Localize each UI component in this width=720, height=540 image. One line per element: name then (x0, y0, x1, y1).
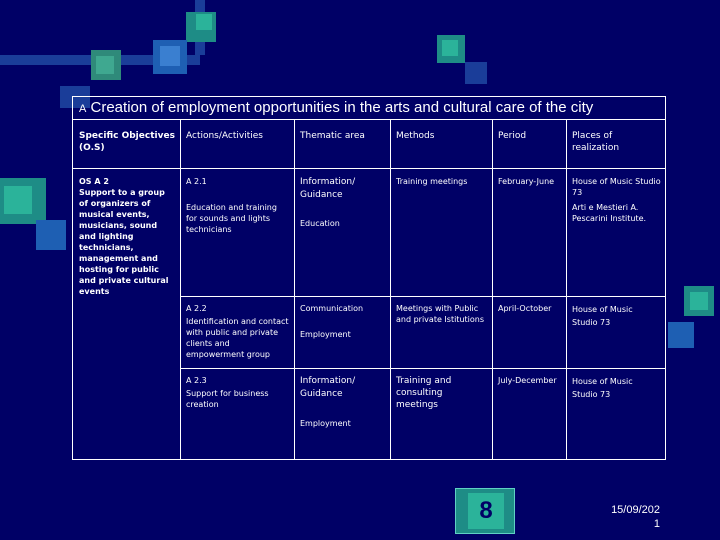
header-thematic: Thematic area (300, 131, 365, 141)
action-text: Education and training for sounds and lights technicians (186, 203, 277, 234)
period: July-December (498, 376, 557, 385)
period: April-October (498, 304, 552, 313)
date-line-1: 15/09/202 (611, 504, 660, 516)
thematic-area-secondary: Employment (300, 330, 351, 339)
title-text: Creation of employment opportunities in the arts and cultural care of the city (90, 99, 594, 116)
place: House of Music Studio 73 (572, 377, 633, 399)
period: February-June (498, 177, 555, 186)
header-divider (73, 168, 665, 169)
title-prefix: A (79, 103, 87, 115)
header-period: Period (498, 131, 527, 141)
column-divider (566, 120, 567, 459)
header-objectives: Specific Objectives (O.S) (79, 131, 175, 153)
decor-square (96, 56, 114, 74)
action-text: Support for business creation (186, 389, 269, 409)
decor-square (196, 14, 212, 30)
objective-text: Support to a group of organizers of musical events, musicians, sound and lighting technicians, management and hosting for public and private cultural events (79, 188, 169, 296)
column-divider (390, 120, 391, 459)
header-actions: Actions/Activities (186, 131, 263, 141)
action-text: Identification and contact with public and private clients and empowerment group (186, 317, 289, 359)
thematic-area: Information/ Guidance (300, 177, 356, 200)
action-code: A 2.1 (186, 177, 207, 186)
page-number-box (455, 488, 515, 534)
decor-square (465, 62, 487, 84)
thematic-area: Information/ Guidance (300, 376, 356, 399)
slide-title (72, 96, 666, 120)
thematic-area: Communication (300, 304, 364, 313)
decor-square (4, 186, 32, 214)
column-divider (294, 120, 295, 459)
method: Meetings with Public and private Istitutions (396, 304, 485, 324)
activities-table (72, 120, 666, 460)
row-divider (180, 296, 665, 297)
decor-square (668, 322, 694, 348)
header-methods: Methods (396, 131, 435, 141)
date-line-2: 1 (653, 518, 660, 530)
decor-square (442, 40, 458, 56)
objective-code: OS A 2 (79, 177, 109, 186)
column-divider (180, 120, 181, 459)
decor-square (36, 220, 66, 250)
decor-square (690, 292, 708, 310)
column-divider (492, 120, 493, 459)
row-divider (180, 368, 665, 369)
decor-square (160, 46, 180, 66)
place-secondary: Arti e Mestieri A. Pescarini Institute. (572, 203, 647, 223)
method: Training meetings (396, 177, 468, 186)
method: Training and consulting meetings (396, 376, 452, 410)
place: House of Music Studio 73 (572, 177, 661, 197)
slide-date (590, 503, 660, 531)
action-code: A 2.2 (186, 304, 207, 313)
thematic-area-secondary: Employment (300, 419, 351, 428)
thematic-area-secondary: Education (300, 219, 340, 228)
place: House of Music Studio 73 (572, 305, 633, 327)
header-places: Places of realization (572, 131, 620, 153)
page-number: 8 (468, 493, 504, 529)
action-code: A 2.3 (186, 376, 207, 385)
